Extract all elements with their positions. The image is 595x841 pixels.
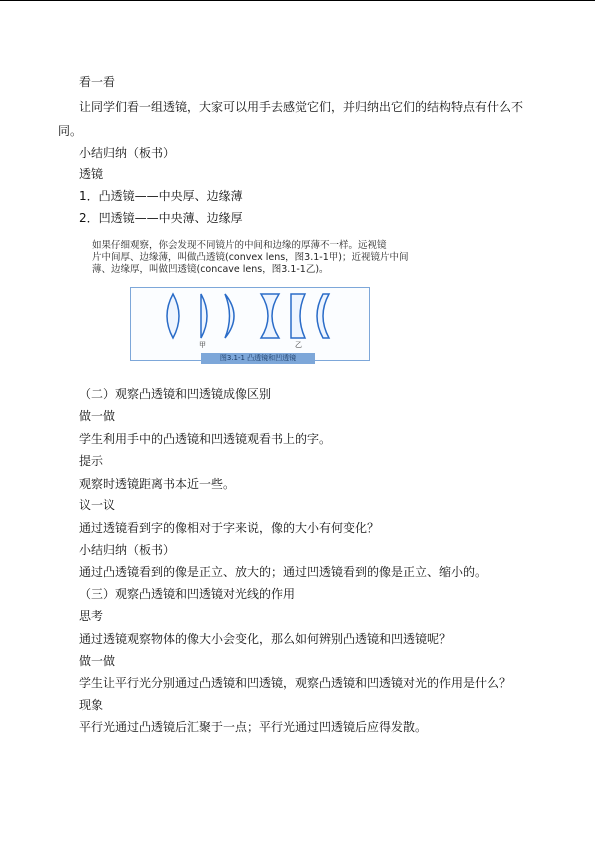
biconvex-lens-shape	[167, 294, 179, 338]
paragraph-parallel-light: 学生让平行光分别通过凸透镜和凹透镜，观察凸透镜和凹透镜对光的作用是什么？	[79, 676, 512, 690]
heading-lens: 透镜	[79, 167, 104, 181]
page-top-rule	[0, 0, 595, 1]
heading-kan-yi-kan: 看一看	[79, 75, 116, 89]
biconcave-lens-shape	[261, 294, 279, 338]
lens-figure	[87, 240, 432, 365]
lens-diagram	[131, 288, 369, 360]
heading-do-it-2: 做一做	[79, 654, 116, 668]
label-jia: 甲	[199, 341, 206, 349]
paragraph-summary-images: 通过凸透镜看到的像是正立、放大的；通过凹透镜看到的像是正立、缩小的。	[79, 565, 488, 579]
heading-think: 思考	[79, 609, 104, 623]
section-heading-light: （三）观察凸透镜和凹透镜对光线的作用	[79, 587, 296, 601]
paragraph-think-question: 通过透镜观察物体的像大小会变化，那么如何辨别凸透镜和凹透镜呢？	[79, 632, 452, 646]
list-item-convex: 1．凸透镜——中央厚、边缘薄	[79, 189, 243, 203]
heading-do-it-1: 做一做	[79, 409, 116, 423]
heading-hint: 提示	[79, 454, 104, 468]
plano-convex-lens-shape	[201, 294, 207, 338]
figure-caption: 图3.1-1 凸透镜和凹透镜	[201, 353, 315, 364]
label-yi: 乙	[295, 341, 302, 349]
plano-concave-lens-shape	[291, 294, 305, 338]
convex-meniscus-lens-shape	[225, 294, 234, 338]
figure-text-line: 薄、边缘厚，叫做凹透镜(concave lens，图3.1-1乙)。	[92, 264, 329, 275]
lens-diagram-box	[130, 287, 370, 361]
section-heading-imaging: （二）观察凸透镜和凹透镜成像区别	[79, 387, 272, 401]
figure-text-line: 片中间厚、边缘薄，叫做凸透镜(convex lens，图3.1-1甲)；近视镜片中间	[92, 252, 409, 263]
heading-summary-1: 小结归纳（板书）	[79, 146, 176, 160]
heading-phenomenon: 现象	[79, 698, 104, 712]
list-item-concave: 2．凹透镜——中央薄、边缘厚	[79, 211, 243, 225]
paragraph-observe-lenses: 让同学们看一组透镜，大家可以用手去感觉它们，并归纳出它们的结构特点有什么不	[79, 100, 524, 114]
concave-meniscus-lens-shape	[317, 294, 329, 338]
heading-summary-2: 小结归纳（板书）	[79, 543, 176, 557]
paragraph-question-size: 通过透镜看到字的像相对于字来说，像的大小有何变化？	[79, 521, 380, 535]
paragraph-observe-lenses-cont: 同。	[58, 124, 83, 138]
figure-text-line: 如果仔细观察，你会发现不同镜片的中间和边缘的厚薄不一样。远视镜	[92, 240, 387, 251]
paragraph-students-observe: 学生利用手中的凸透镜和凹透镜观看书上的字。	[79, 432, 332, 446]
paragraph-phenomenon: 平行光通过凸透镜后汇聚于一点；平行光通过凹透镜后应得发散。	[79, 720, 428, 734]
paragraph-hint: 观察时透镜距离书本近一些。	[79, 477, 236, 491]
heading-discuss: 议一议	[79, 498, 116, 512]
